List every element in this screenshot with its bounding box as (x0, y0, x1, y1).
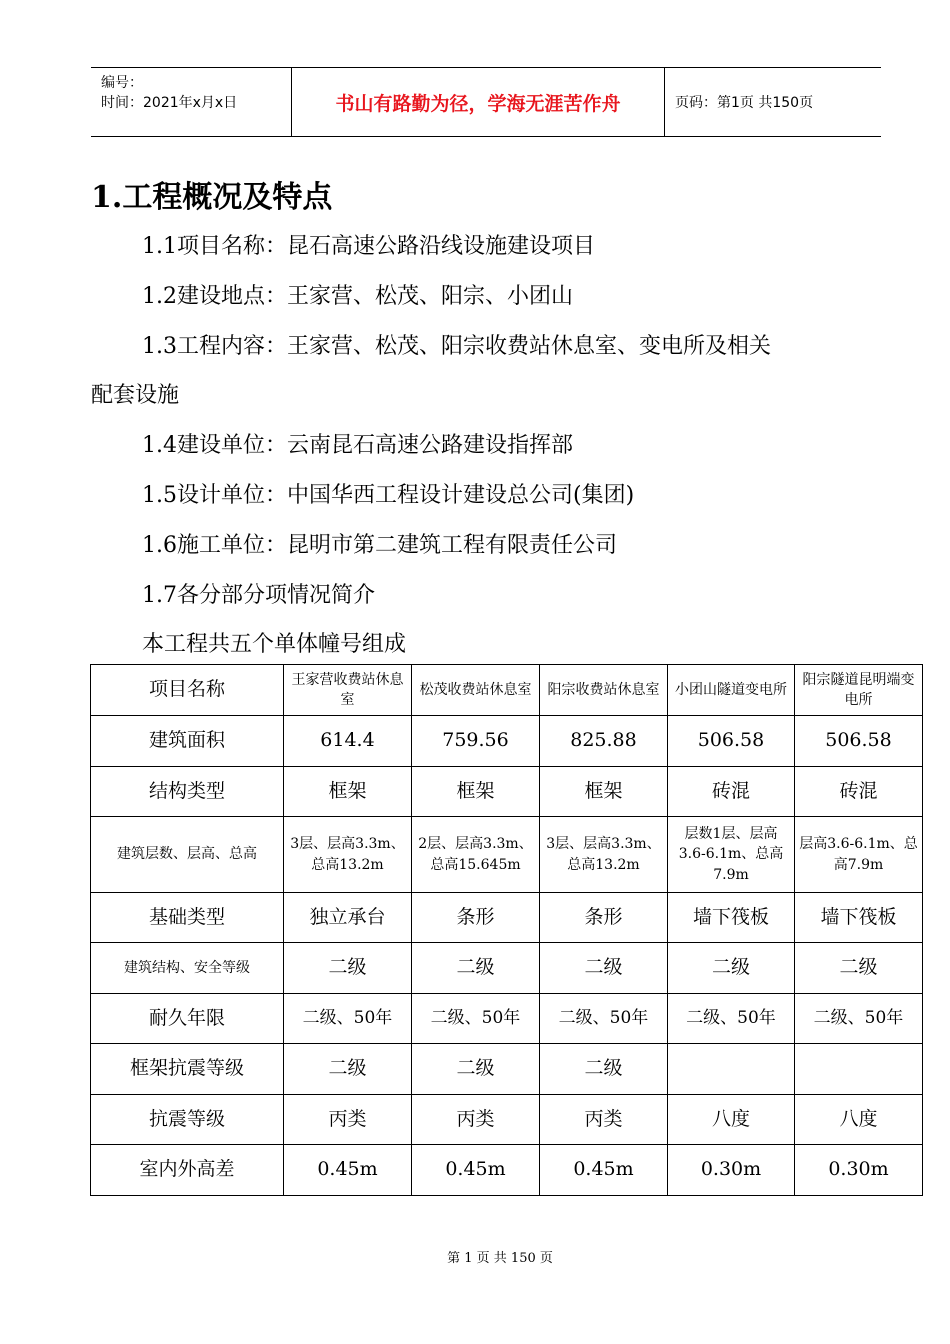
row-label: 建筑结构、安全等级 (91, 943, 284, 994)
table-cell: 614.4 (284, 716, 412, 767)
column-header: 阳宗隧道昆明端变电所 (795, 665, 923, 716)
table-cell: 墙下筏板 (668, 893, 795, 943)
table-cell: 0.30m (668, 1145, 795, 1196)
time-label: 时间：2021年x月x日 (101, 95, 238, 111)
table-row (91, 1095, 923, 1145)
item-contractor: 1.6施工单位：昆明市第二建筑工程有限责任公司 (142, 533, 617, 558)
table-cell: 丙类 (540, 1095, 668, 1145)
table-cell: 2层、层高3.3m、总高15.645m (412, 817, 540, 893)
table-cell: 条形 (540, 893, 668, 943)
item-units-intro: 本工程共五个单体幢号组成 (142, 632, 407, 657)
table-row (91, 893, 923, 943)
item-location: 1.2建设地点：王家营、松茂、阳宗、小团山 (142, 284, 573, 309)
column-header: 小团山隧道变电所 (668, 665, 795, 716)
table-cell: 二级 (284, 943, 412, 994)
item-subdivision: 1.7各分部分项情况简介 (142, 583, 375, 608)
table-cell: 框架 (540, 767, 668, 817)
table-row (91, 943, 923, 994)
table-row (91, 767, 923, 817)
table-row (91, 1145, 923, 1196)
header-page-info: 页码：第1页 共150页 (675, 95, 814, 111)
table-cell: 二级、50年 (795, 994, 923, 1044)
header-label: 项目名称 (91, 665, 284, 716)
serial-label: 编号： (101, 75, 143, 91)
row-label: 室内外高差 (91, 1145, 284, 1196)
table-header-row (91, 665, 923, 716)
item-content-cont: 配套设施 (91, 383, 180, 408)
table-cell: 二级、50年 (540, 994, 668, 1044)
table-cell: 二级 (412, 1044, 540, 1095)
page-header (91, 67, 881, 137)
table-cell (668, 1044, 795, 1095)
row-label: 建筑面积 (91, 716, 284, 767)
table-cell: 丙类 (412, 1095, 540, 1145)
table-cell: 二级、50年 (284, 994, 412, 1044)
item-project-name: 1.1项目名称：昆石高速公路沿线设施建设项目 (142, 234, 595, 259)
table-cell: 506.58 (668, 716, 795, 767)
table-cell: 0.45m (540, 1145, 668, 1196)
table-cell: 二级 (668, 943, 795, 994)
table-cell: 二级 (540, 1044, 668, 1095)
table-cell: 二级 (540, 943, 668, 994)
row-label: 耐久年限 (91, 994, 284, 1044)
table-cell: 砖混 (795, 767, 923, 817)
table-cell: 二级 (412, 943, 540, 994)
page-footer: 第 1 页 共 150 页 (447, 1251, 553, 1266)
row-label: 框架抗震等级 (91, 1044, 284, 1095)
table-cell: 3层、层高3.3m、总高13.2m (540, 817, 668, 893)
column-header: 阳宗收费站休息室 (540, 665, 668, 716)
table-row (91, 817, 923, 893)
table-cell: 层数1层、层高3.6-6.1m、总高7.9m (668, 817, 795, 893)
table-row (91, 994, 923, 1044)
column-header: 王家营收费站休息室 (284, 665, 412, 716)
item-designer: 1.5设计单位：中国华西工程设计建设总公司(集团) (142, 483, 635, 508)
table-cell: 二级 (284, 1044, 412, 1095)
item-content: 1.3工程内容：王家营、松茂、阳宗收费站休息室、变电所及相关 (142, 334, 771, 359)
row-label: 抗震等级 (91, 1095, 284, 1145)
table-row (91, 1044, 923, 1095)
table-cell (795, 1044, 923, 1095)
table-cell: 框架 (284, 767, 412, 817)
building-spec-table (90, 664, 923, 1196)
table-cell: 506.58 (795, 716, 923, 767)
item-owner: 1.4建设单位：云南昆石高速公路建设指挥部 (142, 433, 573, 458)
table-cell: 0.45m (284, 1145, 412, 1196)
table-cell: 3层、层高3.3m、总高13.2m (284, 817, 412, 893)
table-cell: 丙类 (284, 1095, 412, 1145)
table-cell: 独立承台 (284, 893, 412, 943)
table-row (91, 716, 923, 767)
table-cell: 0.30m (795, 1145, 923, 1196)
row-label: 基础类型 (91, 893, 284, 943)
header-motto: 书山有路勤为径，学海无涯苦作舟 (292, 68, 665, 136)
table-cell: 砖混 (668, 767, 795, 817)
table-cell: 八度 (795, 1095, 923, 1145)
column-header: 松茂收费站休息室 (412, 665, 540, 716)
table-cell: 二级 (795, 943, 923, 994)
table-cell: 框架 (412, 767, 540, 817)
section-title: 1.工程概况及特点 (91, 180, 333, 215)
table-cell: 825.88 (540, 716, 668, 767)
table-cell: 0.45m (412, 1145, 540, 1196)
row-label: 建筑层数、层高、总高 (91, 817, 284, 893)
table-cell: 759.56 (412, 716, 540, 767)
header-meta (91, 68, 292, 136)
table-cell: 层高3.6-6.1m、总高7.9m (795, 817, 923, 893)
table-cell: 八度 (668, 1095, 795, 1145)
table-cell: 条形 (412, 893, 540, 943)
table-cell: 二级、50年 (412, 994, 540, 1044)
table-cell: 墙下筏板 (795, 893, 923, 943)
row-label: 结构类型 (91, 767, 284, 817)
table-cell: 二级、50年 (668, 994, 795, 1044)
